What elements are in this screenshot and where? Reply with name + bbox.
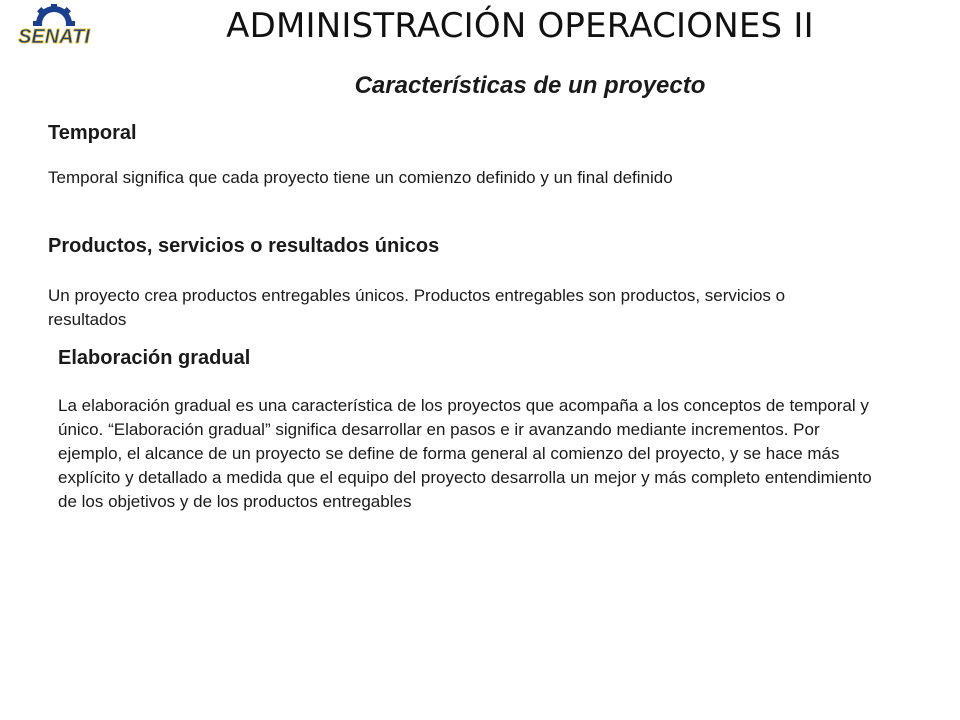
- section-heading-productos: Productos, servicios o resultados únicos: [48, 235, 440, 257]
- page-title: ADMINISTRACIÓN OPERACIONES II: [226, 6, 814, 46]
- logo-text: SENATI: [18, 26, 90, 48]
- senati-logo: [4, 4, 104, 52]
- section-body-temporal: Temporal significa que cada proyecto tiene un comienzo definido y un final definido: [48, 168, 673, 187]
- section-heading-temporal: Temporal: [48, 122, 137, 144]
- slide-subtitle: Características de un proyecto: [354, 72, 706, 99]
- section-body-elaboracion: La elaboración gradual es una característica de los proyectos que acompaña a los conceptos de temporal y único. “Elaboración gradual” significa desarrollar en pasos e ir avanzando mediante incrementos. Por ejemplo, el alcance de un proyecto se define de forma general al comienzo del proyecto, y se hace más explícito y detallado a medida que el equipo del proyecto desarrolla un mejor y más completo entendimiento de los objetivos y de los productos entregables: [58, 396, 872, 511]
- section-body-productos: Un proyecto crea productos entregables únicos. Productos entregables son productos, servicios o resultados: [48, 286, 786, 329]
- section-heading-elaboracion: Elaboración gradual: [58, 347, 251, 369]
